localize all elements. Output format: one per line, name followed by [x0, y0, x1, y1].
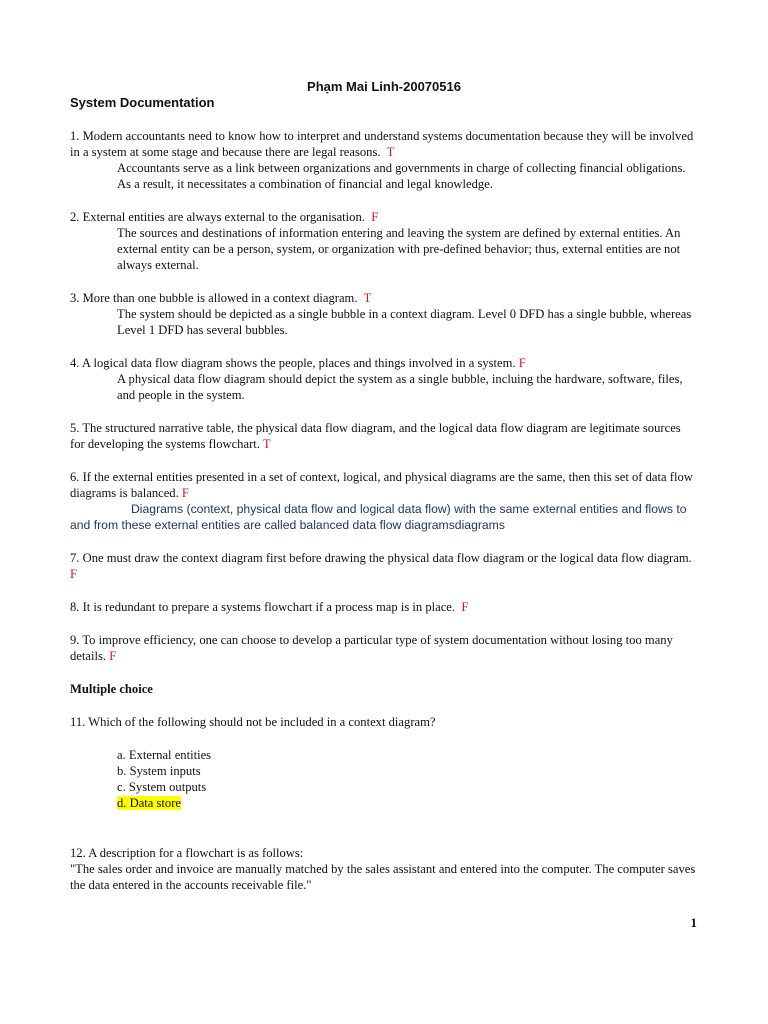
question-6: 6. If the external entities presented in a set of context, logical, and physical diagrams are the same, then this set of data flow diagrams is balanced. F — [70, 470, 693, 500]
question-3: 3. More than one bubble is allowed in a context diagram. T — [70, 291, 372, 305]
answer-8: F — [461, 600, 469, 614]
question-7: 7. One must draw the context diagram first before drawing the physical data flow diagram or the logical data flow diagram. F — [70, 551, 692, 581]
multiple-choice-heading: Multiple choice — [70, 682, 153, 696]
answer-7: F — [70, 567, 78, 581]
document-title: Phạm Mai Linh-20070516 — [307, 79, 461, 94]
question-12: 12. A description for a flowchart is as follows: — [70, 846, 304, 860]
answer-2: F — [371, 210, 379, 224]
explanation-1: Accountants serve as a link between organizations and governments in charge of collecting financial obligations. As a result, it necessitates a combination of financial and legal knowledge. — [117, 161, 686, 191]
option-d-highlighted: d. Data store — [117, 796, 181, 810]
answer-3: T — [363, 291, 372, 305]
answer-5: T — [262, 437, 271, 451]
explanation-3: The system should be depicted as a single bubble in a context diagram. Level 0 DFD has a single bubble, whereas Level 1 DFD has several bubbles. — [117, 307, 692, 337]
explanation-6: Diagrams (context, physical data flow and logical data flow) with the same external entities and flows to and from these external entities are called balanced data flow diagramsdiagrams — [70, 502, 687, 532]
question-11: 11. Which of the following should not be included in a context diagram? — [70, 715, 436, 729]
answer-9: F — [109, 649, 117, 663]
answer-4: F — [518, 356, 526, 370]
question-12-quote: "The sales order and invoice are manually matched by the sales assistant and entered into the computer. The computer saves the data entered in the accounts receivable file." — [70, 862, 696, 892]
question-5: 5. The structured narrative table, the physical data flow diagram, and the logical data flow diagram are legitimate sources for developing the systems flowchart. T — [70, 421, 681, 451]
explanation-2: The sources and destinations of information entering and leaving the system are defined by external entities. An external entity can be a person, system, or organization with pre-defined behavior; thus, external entities are not always external. — [117, 226, 681, 272]
answer-6: F — [181, 486, 189, 500]
question-8: 8. It is redundant to prepare a systems flowchart if a process map is in place. F — [70, 600, 469, 614]
option-b: b. System inputs — [117, 764, 201, 778]
answer-1: T — [386, 145, 395, 159]
question-9: 9. To improve efficiency, one can choose to develop a particular type of system documentation without losing too many details. F — [70, 633, 673, 663]
question-1: 1. Modern accountants need to know how to interpret and understand systems documentation because they will be involved in a system at some stage and because there are legal reasons. T — [70, 129, 694, 159]
section-heading: System Documentation — [70, 95, 215, 110]
explanation-4: A physical data flow diagram should depict the system as a single bubble, incluing the hardware, software, files, and people in the system. — [117, 372, 683, 402]
page-number: 1 — [690, 915, 697, 930]
option-c: c. System outputs — [117, 780, 207, 794]
question-2: 2. External entities are always external to the organisation. F — [70, 210, 379, 224]
option-a: a. External entities — [117, 748, 212, 762]
document-body — [70, 128, 698, 893]
question-4: 4. A logical data flow diagram shows the people, places and things involved in a system. F — [70, 356, 526, 370]
